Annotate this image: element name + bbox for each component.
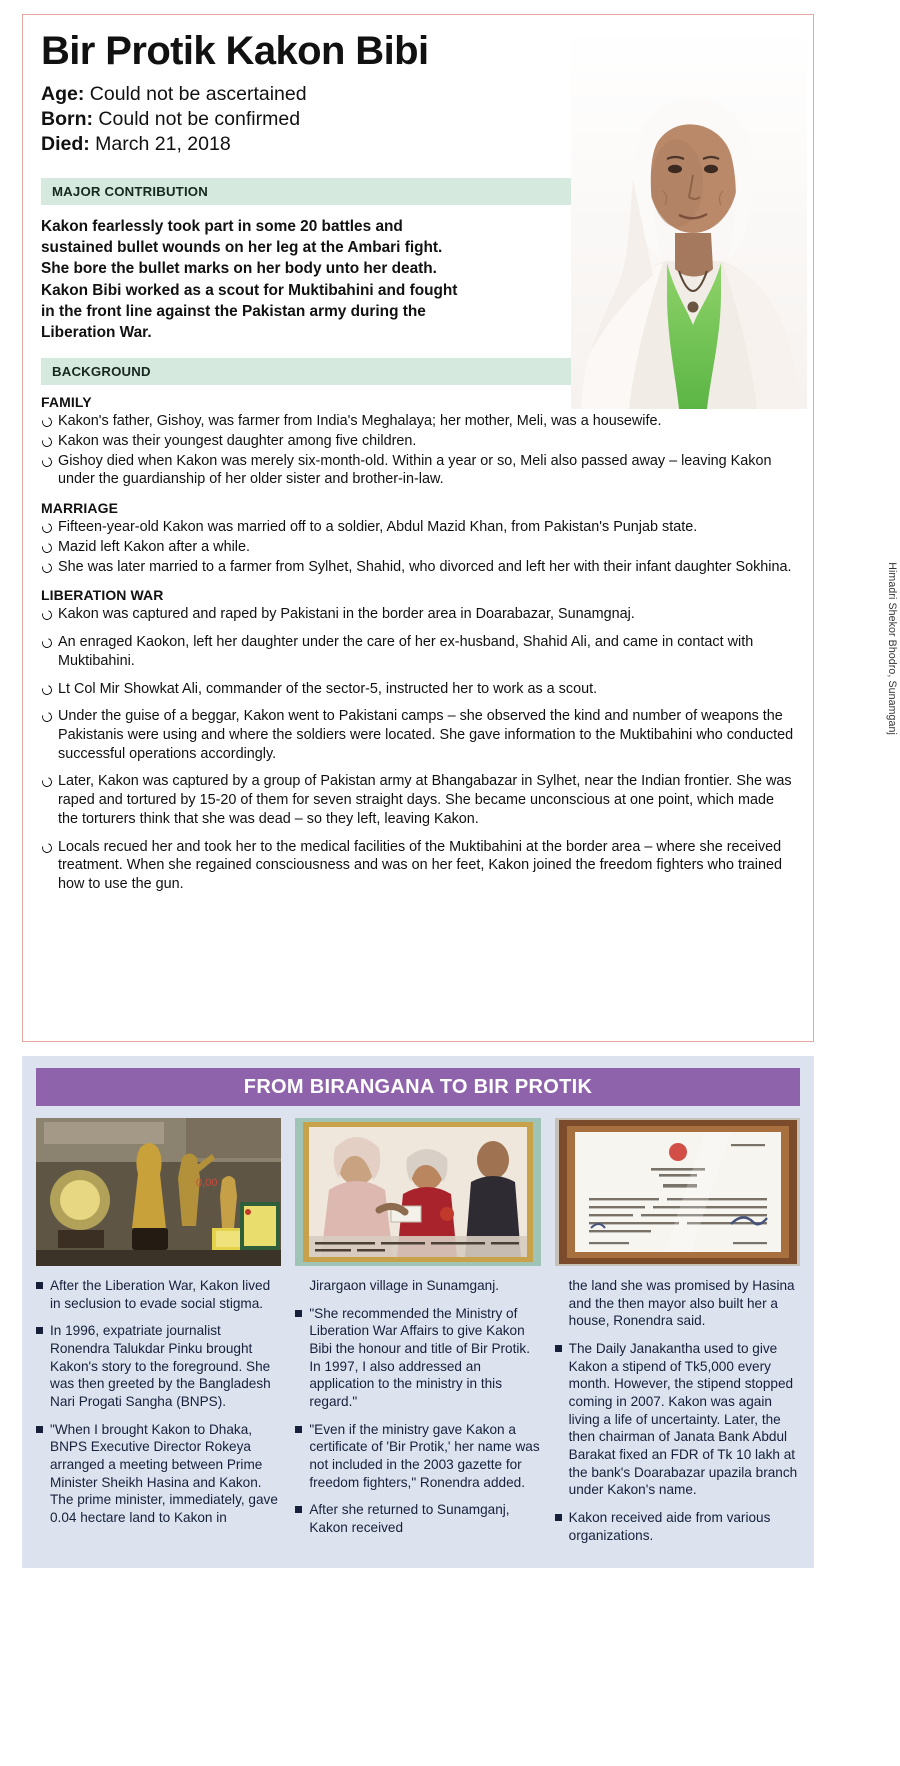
major-contribution-band-label: MAJOR CONTRIBUTION — [52, 183, 208, 199]
column-1-list — [36, 1277, 281, 1527]
background-band-label: BACKGROUND — [52, 364, 151, 380]
framed-bir-protik-certificate — [555, 1118, 800, 1266]
family-list — [41, 412, 797, 489]
marriage-heading: MARRIAGE — [41, 500, 119, 517]
from-birangana-band-label: FROM BIRANGANA TO BIR PROTIK — [243, 1075, 593, 1098]
died-value: March 21, 2018 — [95, 133, 231, 156]
list-item: The Daily Janakantha used to give Kakon a stipend of Tk5,000 every month. However, the stipend stopped coming in 2007. Kakon was again living a life of uncertainty. Later, the then chairman of Janata Bank Abdul Barakat fixed an FDR of Tk 10 lakh at the bank's Doarabazar upazila branch under Kakon's name. — [555, 1340, 800, 1499]
list-item: In 1996, expatriate journalist Ronendra Talukdar Pinku brought Kakon's story to the foreground. She was then greeted by the Bangladesh Nari Progati Sangha (BNPS). — [36, 1322, 281, 1410]
died-label: Died: — [41, 133, 90, 156]
list-item: After she returned to Sunamganj, Kakon received — [295, 1501, 540, 1536]
list-item: "She recommended the Ministry of Liberation War Affairs to give Kakon Bibi the honour and title of Bir Protik. In 1997, I also addressed an application to the ministry in this regard." — [295, 1305, 540, 1411]
column-2-list — [295, 1305, 540, 1537]
list-item: Under the guise of a beggar, Kakon went to Pakistani camps – she observed the kind and number of weapons the Pakistanis were using and where the soldiers were located. She gave information to the Muktibahini who conducted successful operations accordingly. — [41, 707, 797, 763]
age-value: Could not be ascertained — [89, 82, 307, 105]
list-item: Kakon was their youngest daughter among five children. — [41, 432, 797, 451]
page-title: Bir Protik Kakon Bibi — [41, 29, 429, 73]
marriage-list — [41, 518, 797, 576]
list-item: Kakon was captured and raped by Pakistani in the border area in Doarabazar, Sunamgnaj. — [41, 605, 797, 624]
from-birangana-band — [36, 1068, 800, 1106]
liberation-war-list — [41, 605, 797, 893]
list-item: An enraged Kaokon, left her daughter under the care of her ex-husband, Shahid Ali, and came in contact with Muktibahini. — [41, 633, 797, 670]
trophies-and-awards-photo — [36, 1118, 281, 1266]
age-label: Age: — [41, 82, 85, 105]
framed-photo-with-sheikh-hasina — [295, 1118, 540, 1266]
list-item: "Even if the ministry gave Kakon a certificate of 'Bir Protik,' her name was not included in the 2003 gazette for freedom fighters," Ronendra added. — [295, 1421, 540, 1492]
list-item: Locals recued her and took her to the medical facilities of the Muktibahini at the border area – where she received treatment. When she regained consciousness and was on her feet, Kakon joined the freedom fighters who trained how to use the gun. — [41, 838, 797, 894]
list-item: She was later married to a farmer from Sylhet, Shahid, who divorced and left her with their infant daughter Sokhina. — [41, 558, 797, 577]
list-item: Gishoy died when Kakon was merely six-month-old. Within a year or so, Meli also passed away – leaving Kakon under the guardianship of her older sister and brother-in-law. — [41, 452, 797, 489]
photo-credit: Himadri Shekor Bhodro, Sunamganj — [886, 562, 898, 735]
major-contribution-paragraph: Kakon Bibi worked as a scout for Muktibahini and fought in the front line against the Pakistan army during the Liberation War. — [41, 281, 458, 342]
list-item: Kakon's father, Gishoy, was farmer from India's Meghalaya; her mother, Meli, was a housewife. — [41, 412, 797, 431]
photo-row — [36, 1118, 800, 1266]
family-heading: FAMILY — [41, 394, 92, 411]
list-item: Mazid left Kakon after a while. — [41, 538, 797, 557]
column-2-continuation: Jirargaon village in Sunamganj. — [309, 1278, 499, 1293]
profile-panel — [22, 14, 814, 1042]
bottom-column-3 — [555, 1277, 800, 1554]
list-item: Fifteen-year-old Kakon was married off to a soldier, Abdul Mazid Khan, from Pakistan's Punjab state. — [41, 518, 797, 537]
major-contribution-text — [41, 216, 461, 344]
bottom-panel — [22, 1056, 814, 1568]
liberation-war-heading: LIBERATION WAR — [41, 587, 164, 604]
born-label: Born: — [41, 108, 93, 131]
list-item: Later, Kakon was captured by a group of Pakistan army at Bhangabazar in Sylhet, near the Indian frontier. She was raped and tortured by 15-20 of them for seven straight days. She became unconscious at one point, which made the torturers think that she was dead – so they left, leaving Kakon. — [41, 772, 797, 828]
bottom-columns — [36, 1277, 800, 1554]
list-item: Kakon received aide from various organizations. — [555, 1509, 800, 1544]
major-contribution-paragraph: Kakon fearlessly took part in some 20 battles and sustained bullet wounds on her leg at the Ambari fight. She bore the bullet marks on her body unto her death. — [41, 217, 443, 278]
bottom-column-2 — [295, 1277, 540, 1554]
born-value: Could not be confirmed — [98, 108, 301, 131]
column-3-list — [555, 1340, 800, 1544]
portrait-photo — [571, 25, 807, 409]
svg-text:0,00: 0,00 — [196, 1177, 218, 1189]
bottom-column-1 — [36, 1277, 281, 1554]
column-3-continuation: the land she was promised by Hasina and the then mayor also built her a house, Ronendra said. — [568, 1278, 795, 1329]
list-item: Lt Col Mir Showkat Ali, commander of the sector-5, instructed her to work as a scout. — [41, 680, 797, 699]
list-item: "When I brought Kakon to Dhaka, BNPS Executive Director Rokeya arranged a meeting between Prime Minister Sheikh Hasina and Kakon. The prime minister, immediately, gave 0.04 hectare land to Kakon in — [36, 1421, 281, 1527]
list-item: After the Liberation War, Kakon lived in seclusion to evade social stigma. — [36, 1277, 281, 1312]
